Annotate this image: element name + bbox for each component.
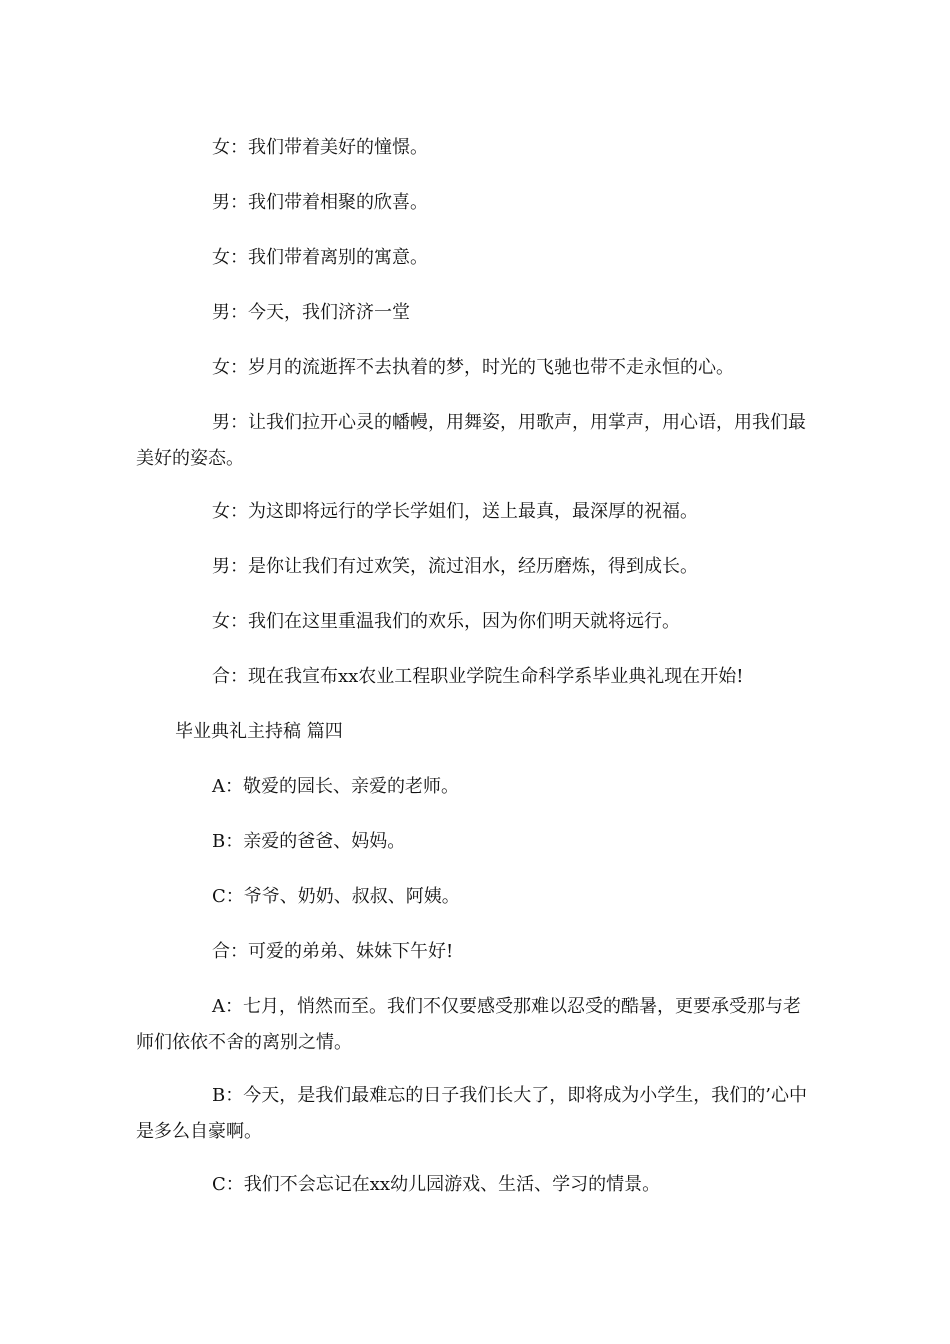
dialogue-line: 男：让我们拉开心灵的幡幔，用舞姿，用歌声，用掌声，用心语，用我们最美好的姿态。 xyxy=(136,412,806,469)
dialogue-line: A：敬爱的园长、亲爱的老师。 xyxy=(212,776,459,797)
dialogue-line: 女：我们带着离别的寓意。 xyxy=(212,247,428,268)
dialogue-line: B：亲爱的爸爸、妈妈。 xyxy=(212,831,406,852)
dialogue-line: B：今天，是我们最难忘的日子我们长大了，即将成为小学生，我们的’心中是多么自豪啊。 xyxy=(136,1085,807,1142)
section-heading: 毕业典礼主持稿 篇四 xyxy=(175,721,343,742)
dialogue-line: 女：为这即将远行的学长学姐们，送上最真，最深厚的祝福。 xyxy=(212,501,698,522)
dialogue-line: 女：岁月的流逝挥不去执着的梦，时光的飞驰也带不走永恒的心。 xyxy=(212,357,734,378)
dialogue-line: 合：可爱的弟弟、妹妹下午好! xyxy=(212,941,454,962)
dialogue-line: 女：我们在这里重温我们的欢乐，因为你们明天就将远行。 xyxy=(212,611,680,632)
dialogue-line: 男：我们带着相聚的欣喜。 xyxy=(212,192,428,213)
dialogue-line: C：我们不会忘记在xx幼儿园游戏、生活、学习的情景。 xyxy=(212,1174,661,1195)
dialogue-line: C：爷爷、奶奶、叔叔、阿姨。 xyxy=(212,886,460,907)
dialogue-line: 男：是你让我们有过欢笑，流过泪水，经历磨炼，得到成长。 xyxy=(212,556,698,577)
dialogue-line: 男：今天，我们济济一堂 xyxy=(212,302,410,323)
dialogue-line: A：七月，悄然而至。我们不仅要感受那难以忍受的酷暑，更要承受那与老师们依依不舍的离别之情。 xyxy=(136,996,801,1053)
dialogue-line: 合：现在我宣布xx农业工程职业学院生命科学系毕业典礼现在开始! xyxy=(212,666,744,687)
dialogue-line: 女：我们带着美好的憧憬。 xyxy=(212,137,428,158)
